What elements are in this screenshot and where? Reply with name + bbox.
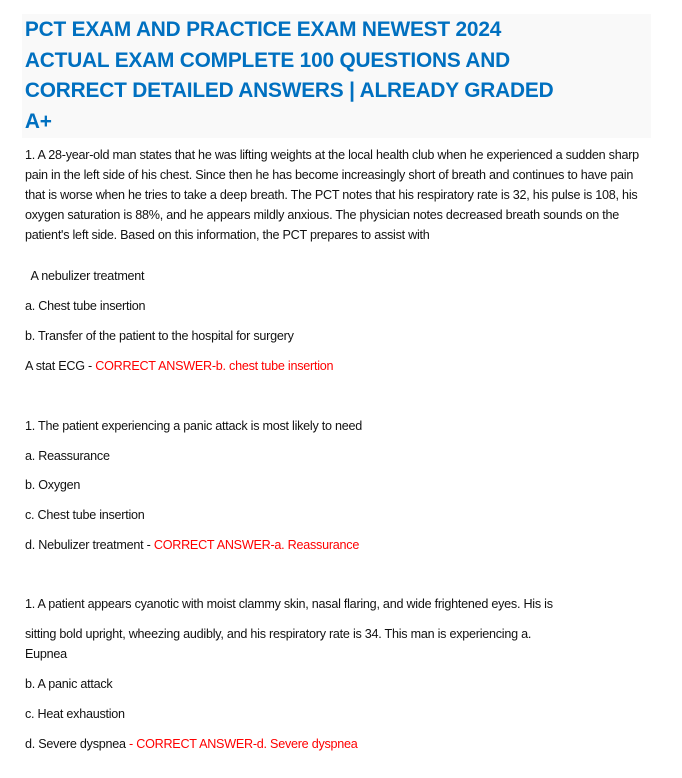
correct-answer: CORRECT ANSWER-b. chest tube insertion	[95, 359, 334, 373]
document-title: PCT EXAM AND PRACTICE EXAM NEWEST 2024 ACTUAL EXAM COMPLETE 100 QUESTIONS AND CORRECT DETAILED ANSWERS | ALREADY GRADED A+	[24, 17, 554, 133]
option-line: a. Reassurance	[25, 449, 110, 463]
option-line: b. A panic attack	[25, 677, 113, 691]
option-line: b. Oxygen	[25, 478, 81, 492]
answer-line	[25, 358, 333, 374]
correct-answer: - CORRECT ANSWER-d. Severe dyspnea	[125, 737, 358, 751]
option-line: a. Chest tube insertion	[25, 299, 146, 313]
option-line: c. Chest tube insertion	[25, 508, 145, 522]
title-block	[22, 14, 651, 138]
question-stem: 1. The patient experiencing a panic attack is most likely to need	[25, 419, 363, 433]
correct-answer: CORRECT ANSWER-a. Reassurance	[153, 538, 360, 552]
question-stem-line: sitting bold upright, wheezing audibly, and his respiratory rate is 34. This man is experiencing a.	[25, 627, 532, 641]
question-stem: 1. A 28-year-old man states that he was lifting weights at the local health club when he experienced a sudden sharp pain in the left side of his chest. Since then he has become increasingly short of breath and continues to have pain that is worse when he tries to take a deep breath. The PCT notes that his respiratory rate is 32, his pulse is 108, his oxygen saturation is 88%, and he appears mildly anxious. The physician notes decreased breath sounds on the patient's left side. Based on this information, the PCT prepares to assist with	[25, 148, 639, 242]
option-text: d. Nebulizer treatment -	[25, 538, 154, 552]
option-line: c. Heat exhaustion	[25, 707, 125, 721]
question-stem-line: Eupnea	[25, 647, 67, 661]
answer-line	[25, 537, 359, 553]
option-line: A nebulizer treatment	[28, 269, 145, 283]
option-line: b. Transfer of the patient to the hospital for surgery	[25, 329, 294, 343]
option-text: A stat ECG -	[25, 359, 96, 373]
option-text: d. Severe dyspnea	[25, 737, 126, 751]
answer-line	[25, 736, 358, 752]
question-stem-line: 1. A patient appears cyanotic with moist clammy skin, nasal flaring, and wide frightened eyes. His is	[25, 597, 553, 611]
